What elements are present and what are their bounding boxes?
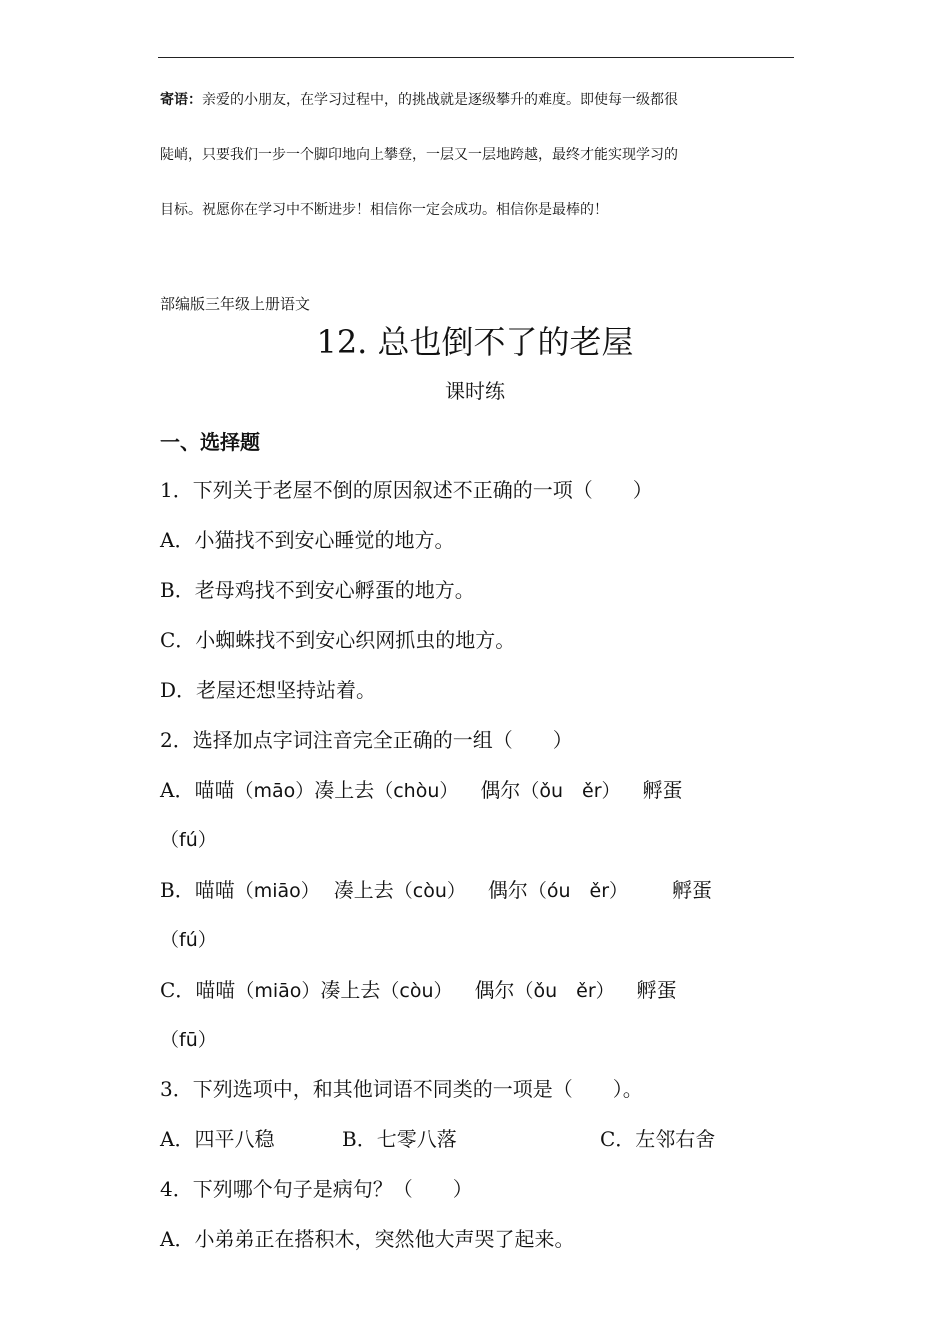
q2c-word-1: 喵喵 <box>195 978 236 1002</box>
q2b-word-3: 偶尔 <box>487 878 528 902</box>
q2b-pinyin-1: （miāo） <box>234 880 320 902</box>
q2c-prefix: C． <box>160 978 196 1002</box>
page-title: 12. 总也倒不了的老屋 <box>316 323 634 361</box>
q2b-pinyin-4: （fú） <box>160 929 217 951</box>
page-subtitle: 课时练 <box>445 379 505 403</box>
q2c-word-3: 偶尔 <box>474 978 515 1002</box>
q2-option-c <box>160 976 677 1005</box>
q2b-word-2: 凑上去 <box>333 878 394 902</box>
q2a-pinyin-4: （fú） <box>160 829 217 851</box>
q4-option-a: A．小弟弟正在搭积木，突然他大声哭了起来。 <box>160 1227 575 1251</box>
q2a-word-4: 孵蛋 <box>642 778 683 802</box>
q2a-word-2: 凑上去 <box>314 778 375 802</box>
header-rule <box>158 57 794 58</box>
q2b-word-4: 孵蛋 <box>672 878 713 902</box>
note-text-1: 亲爱的小朋友，在学习过程中，的挑战就是逐级攀升的难度。即使每一级都很 <box>202 92 678 108</box>
q1-option-b: B．老母鸡找不到安心孵蛋的地方。 <box>160 578 475 602</box>
q2b-pinyin-2: （còu） <box>393 880 466 902</box>
q2b-word-1: 喵喵 <box>194 878 235 902</box>
q2a-word-3: 偶尔 <box>480 778 521 802</box>
q2-stem: 2．选择加点字词注音完全正确的一组（ ） <box>160 728 573 752</box>
q3-option-c: C．左邻右舍 <box>600 1127 716 1151</box>
q2c-word-2: 凑上去 <box>320 978 381 1002</box>
q2-option-b <box>160 876 712 905</box>
subject-label: 部编版三年级上册语文 <box>160 295 311 313</box>
q1-option-a: A．小猫找不到安心睡觉的地方。 <box>160 528 455 552</box>
q2a-pinyin-2: （chòu） <box>374 780 459 802</box>
q2c-pinyin-2: （còu） <box>380 980 453 1002</box>
q2c-word-4: 孵蛋 <box>636 978 677 1002</box>
note-line-2: 陡峭，只要我们一步一个脚印地向上攀登，一层又一层地跨越，最终才能实现学习的 <box>160 147 678 163</box>
q1-option-d: D．老屋还想坚持站着。 <box>160 678 377 702</box>
note-line-1 <box>160 90 800 110</box>
note-label: 寄语： <box>160 92 202 108</box>
q2a-word-1: 喵喵 <box>194 778 235 802</box>
q2c-pinyin-1: （miāo） <box>235 980 321 1002</box>
note-line-3: 目标。祝愿你在学习中不断进步！相信你一定会成功。相信你是最棒的！ <box>160 202 608 218</box>
q3-option-a: A．四平八稳 <box>160 1127 275 1151</box>
q3-stem: 3．下列选项中，和其他词语不同类的一项是（ ）。 <box>160 1077 643 1101</box>
q2a-pinyin-3: （ǒu ěr） <box>520 780 621 802</box>
q3-option-b: B．七零八落 <box>342 1127 457 1151</box>
q1-option-c: C．小蜘蛛找不到安心织网抓虫的地方。 <box>160 628 516 652</box>
q2a-pinyin-1: （māo） <box>234 780 315 802</box>
q2-option-a <box>160 776 683 805</box>
q2a-prefix: A． <box>160 778 195 802</box>
q4-stem: 4．下列哪个句子是病句？（ ） <box>160 1177 473 1201</box>
q2c-pinyin-4: （fū） <box>160 1029 217 1051</box>
q1-stem: 1．下列关于老屋不倒的原因叙述不正确的一项（ ） <box>160 478 653 502</box>
q3-options <box>160 1125 715 1153</box>
q2b-prefix: B． <box>160 878 195 902</box>
section-heading: 一、选择题 <box>160 430 260 454</box>
q2c-pinyin-3: （ǒu ěr） <box>514 980 615 1002</box>
q2b-pinyin-3: （óu ěr） <box>527 880 629 902</box>
